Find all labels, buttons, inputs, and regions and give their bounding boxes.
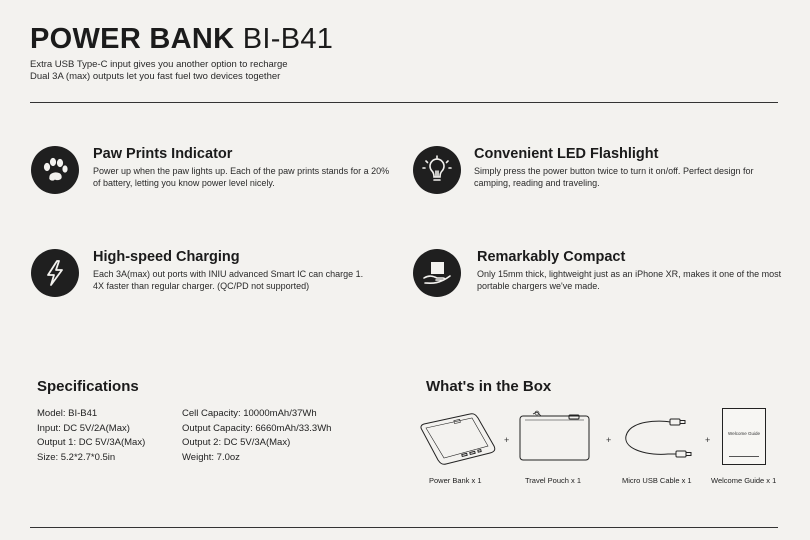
bottom-divider [30,527,778,528]
plus-separator: + [705,435,711,445]
lightning-icon [31,249,79,297]
subtitle-line: Dual 3A (max) outputs let you fast fuel two devices together [30,71,281,82]
title-model: BI-B41 [242,23,334,55]
feature-paw-prints [31,146,401,196]
feature-title: Convenient LED Flashlight [474,146,659,162]
paw-print-icon [31,146,79,194]
box-item-label: Micro USB Cable x 1 [622,476,692,485]
specifications-title: Specifications [37,378,139,395]
box-item-label: Power Bank x 1 [429,476,482,485]
booklet-line [729,456,759,457]
feature-remarkably-compact [413,249,783,299]
title-product: POWER BANK [30,23,235,55]
spec-column-right [182,407,331,465]
subtitle [30,59,288,83]
usb-cable-icon [620,414,692,467]
booklet-icon [722,408,766,465]
feature-description: Each 3A(max) out ports with INIU advanced Smart IC can charge 1. 4X faster than regular charger. (QC/PD not supported) [93,269,364,291]
spec-line: Model: BI-B41 [37,408,98,419]
spec-line: Weight: 7.0oz [182,451,240,463]
power-bank-icon [418,410,498,473]
plus-separator: + [606,435,612,445]
feature-title: Remarkably Compact [477,249,626,265]
pouch-icon [519,410,591,467]
spec-line: Cell Capacity: 10000mAh/37Wh [182,408,317,419]
box-contents-title: What's in the Box [426,378,552,395]
subtitle-line: Extra USB Type-C input gives you another option to recharge [30,59,288,70]
spec-line: Output 2: DC 5V/3A(Max) [182,437,291,448]
top-divider [30,102,778,103]
feature-description: Power up when the paw lights up. Each of the paw prints stands for a 20% of battery, letting you know power level nicely. [93,166,390,188]
spec-column-left [37,407,145,465]
feature-title: Paw Prints Indicator [93,146,233,162]
feature-high-speed-charging [31,249,401,299]
box-item-label: Welcome Guide x 1 [711,476,777,485]
spec-line: Input: DC 5V/2A(Max) [37,422,130,434]
page-title [30,22,333,56]
box-item-label: Travel Pouch x 1 [525,476,581,485]
spec-line: Output 1: DC 5V/3A(Max) [37,437,146,448]
feature-title: High-speed Charging [93,249,240,265]
hand-holding-icon [413,249,461,297]
lightbulb-icon [413,146,461,194]
booklet-cover-text: Welcome Guide [728,431,760,436]
spec-line: Size: 5.2*2.7*0.5in [37,451,116,463]
feature-description: Only 15mm thick, lightweight just as an iPhone XR, makes it one of the most portable chargers we've made. [477,269,782,291]
plus-separator: + [504,435,510,445]
spec-line: Output Capacity: 6660mAh/33.3Wh [182,422,332,434]
feature-description: Simply press the power button twice to turn it on/off. Perfect design for camping, reading and traveling. [474,166,754,188]
feature-led-flashlight [413,146,783,196]
